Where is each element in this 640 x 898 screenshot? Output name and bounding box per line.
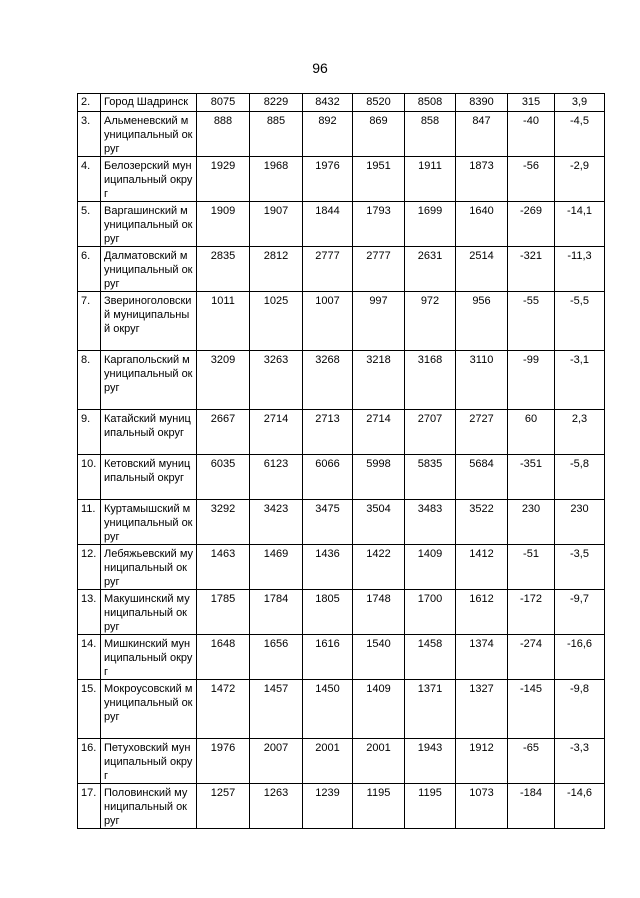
value-cell: 1793 [353,202,405,247]
value-cell: 2727 [456,410,508,455]
value-cell: 888 [197,112,250,157]
value-cell: 2001 [303,739,353,784]
value-cell: 1327 [456,680,508,739]
value-cell: 1263 [250,784,303,829]
value-cell: 2631 [405,247,456,292]
value-cell: 2007 [250,739,303,784]
value-cell: 1976 [197,739,250,784]
district-name-cell: Лебяжьевский муниципальный округ [101,545,197,590]
value-cell: 3475 [303,500,353,545]
value-cell: 1648 [197,635,250,680]
value-cell: 1748 [353,590,405,635]
value-cell: 2777 [303,247,353,292]
value-cell: -5,8 [555,455,605,500]
value-cell: 3483 [405,500,456,545]
value-cell: 1976 [303,157,353,202]
value-cell: 8075 [197,94,250,112]
table-row [78,247,605,292]
value-cell: 1968 [250,157,303,202]
value-cell: -55 [508,292,555,351]
row-number-cell: 16. [78,739,101,784]
table-row [78,112,605,157]
table-row [78,94,605,112]
row-number-cell: 13. [78,590,101,635]
table-row [78,680,605,739]
value-cell: 1011 [197,292,250,351]
value-cell: 1458 [405,635,456,680]
page-number: 96 [312,60,328,76]
value-cell: 3209 [197,351,250,410]
value-cell: 1450 [303,680,353,739]
value-cell: 3522 [456,500,508,545]
row-number-cell: 17. [78,784,101,829]
value-cell: 6123 [250,455,303,500]
value-cell: -40 [508,112,555,157]
value-cell: 230 [508,500,555,545]
row-number-cell: 10. [78,455,101,500]
value-cell: 892 [303,112,353,157]
row-number-cell: 14. [78,635,101,680]
row-number-cell: 12. [78,545,101,590]
value-cell: 2,3 [555,410,605,455]
value-cell: 8520 [353,94,405,112]
value-cell: -2,9 [555,157,605,202]
value-cell: -5,5 [555,292,605,351]
value-cell: 3423 [250,500,303,545]
value-cell: 997 [353,292,405,351]
value-cell: 2707 [405,410,456,455]
statistics-table [77,93,605,829]
district-name-cell: Мишкинский муниципальный округ [101,635,197,680]
value-cell: 8390 [456,94,508,112]
row-number-cell: 4. [78,157,101,202]
value-cell: 1409 [353,680,405,739]
value-cell: 3168 [405,351,456,410]
district-name-cell: Альменевский муниципальный округ [101,112,197,157]
value-cell: 1422 [353,545,405,590]
value-cell: 1612 [456,590,508,635]
row-number-cell: 8. [78,351,101,410]
value-cell: -3,1 [555,351,605,410]
value-cell: -99 [508,351,555,410]
table-row [78,500,605,545]
value-cell: 1257 [197,784,250,829]
value-cell: 8508 [405,94,456,112]
row-number-cell: 11. [78,500,101,545]
row-number-cell: 2. [78,94,101,112]
value-cell: 6035 [197,455,250,500]
value-cell: -4,5 [555,112,605,157]
value-cell: 2667 [197,410,250,455]
table-row [78,545,605,590]
value-cell: 972 [405,292,456,351]
district-name-cell: Макушинский муниципальный округ [101,590,197,635]
table-row [78,157,605,202]
value-cell: 1929 [197,157,250,202]
value-cell: 2714 [250,410,303,455]
value-cell: 1374 [456,635,508,680]
value-cell: 5998 [353,455,405,500]
value-cell: 1912 [456,739,508,784]
value-cell: 1195 [353,784,405,829]
value-cell: 1911 [405,157,456,202]
value-cell: 1239 [303,784,353,829]
value-cell: 1873 [456,157,508,202]
district-name-cell: Звериноголовский муниципальный округ [101,292,197,351]
value-cell: 1640 [456,202,508,247]
value-cell: 3110 [456,351,508,410]
value-cell: 3504 [353,500,405,545]
value-cell: -56 [508,157,555,202]
district-name-cell: Петуховский муниципальный округ [101,739,197,784]
value-cell: 2777 [353,247,405,292]
row-number-cell: 7. [78,292,101,351]
value-cell: 885 [250,112,303,157]
value-cell: 3268 [303,351,353,410]
value-cell: 1371 [405,680,456,739]
district-name-cell: Кетовский муниципальный округ [101,455,197,500]
value-cell: 1844 [303,202,353,247]
value-cell: -9,8 [555,680,605,739]
value-cell: 1699 [405,202,456,247]
value-cell: -274 [508,635,555,680]
value-cell: 956 [456,292,508,351]
value-cell: 2812 [250,247,303,292]
value-cell: 869 [353,112,405,157]
value-cell: 1025 [250,292,303,351]
table-row [78,635,605,680]
district-name-cell: Мокроусовский муниципальный округ [101,680,197,739]
value-cell: 1007 [303,292,353,351]
value-cell: 1469 [250,545,303,590]
value-cell: 1540 [353,635,405,680]
value-cell: -145 [508,680,555,739]
table-row [78,590,605,635]
value-cell: -3,5 [555,545,605,590]
value-cell: 2001 [353,739,405,784]
value-cell: -3,3 [555,739,605,784]
value-cell: 2713 [303,410,353,455]
value-cell: 3292 [197,500,250,545]
value-cell: 60 [508,410,555,455]
district-name-cell: Куртамышский муниципальный округ [101,500,197,545]
value-cell: 858 [405,112,456,157]
value-cell: 3263 [250,351,303,410]
row-number-cell: 5. [78,202,101,247]
district-name-cell: Каргапольский муниципальный округ [101,351,197,410]
value-cell: 1909 [197,202,250,247]
value-cell: -65 [508,739,555,784]
value-cell: -14,6 [555,784,605,829]
district-name-cell: Далматовский муниципальный округ [101,247,197,292]
district-name-cell: Половинский муниципальный округ [101,784,197,829]
value-cell: 1805 [303,590,353,635]
value-cell: 1785 [197,590,250,635]
value-cell: -184 [508,784,555,829]
district-name-cell: Город Шадринск [101,94,197,112]
table-row [78,202,605,247]
value-cell: 315 [508,94,555,112]
value-cell: -351 [508,455,555,500]
value-cell: 1457 [250,680,303,739]
value-cell: -51 [508,545,555,590]
value-cell: 230 [555,500,605,545]
value-cell: -11,3 [555,247,605,292]
district-name-cell: Варгашинский муниципальный округ [101,202,197,247]
value-cell: -321 [508,247,555,292]
row-number-cell: 3. [78,112,101,157]
district-name-cell: Белозерский муниципальный округ [101,157,197,202]
table-row [78,784,605,829]
value-cell: 3,9 [555,94,605,112]
value-cell: 8432 [303,94,353,112]
value-cell: 1656 [250,635,303,680]
value-cell: -172 [508,590,555,635]
table-row [78,351,605,410]
value-cell: 1436 [303,545,353,590]
value-cell: 1784 [250,590,303,635]
value-cell: 5835 [405,455,456,500]
value-cell: 2514 [456,247,508,292]
value-cell: 1907 [250,202,303,247]
value-cell: 6066 [303,455,353,500]
value-cell: -269 [508,202,555,247]
value-cell: 2714 [353,410,405,455]
row-number-cell: 6. [78,247,101,292]
row-number-cell: 9. [78,410,101,455]
value-cell: 1700 [405,590,456,635]
table-body [78,94,605,829]
value-cell: 1195 [405,784,456,829]
value-cell: 1073 [456,784,508,829]
value-cell: 5684 [456,455,508,500]
value-cell: 1472 [197,680,250,739]
value-cell: 1412 [456,545,508,590]
row-number-cell: 15. [78,680,101,739]
value-cell: 1409 [405,545,456,590]
value-cell: -9,7 [555,590,605,635]
value-cell: 8229 [250,94,303,112]
table-row [78,292,605,351]
value-cell: 1951 [353,157,405,202]
table-row [78,739,605,784]
value-cell: 847 [456,112,508,157]
value-cell: -14,1 [555,202,605,247]
value-cell: 2835 [197,247,250,292]
table-row [78,410,605,455]
value-cell: -16,6 [555,635,605,680]
district-name-cell: Катайский муниципальный округ [101,410,197,455]
value-cell: 1943 [405,739,456,784]
table-row [78,455,605,500]
value-cell: 3218 [353,351,405,410]
value-cell: 1463 [197,545,250,590]
value-cell: 1616 [303,635,353,680]
